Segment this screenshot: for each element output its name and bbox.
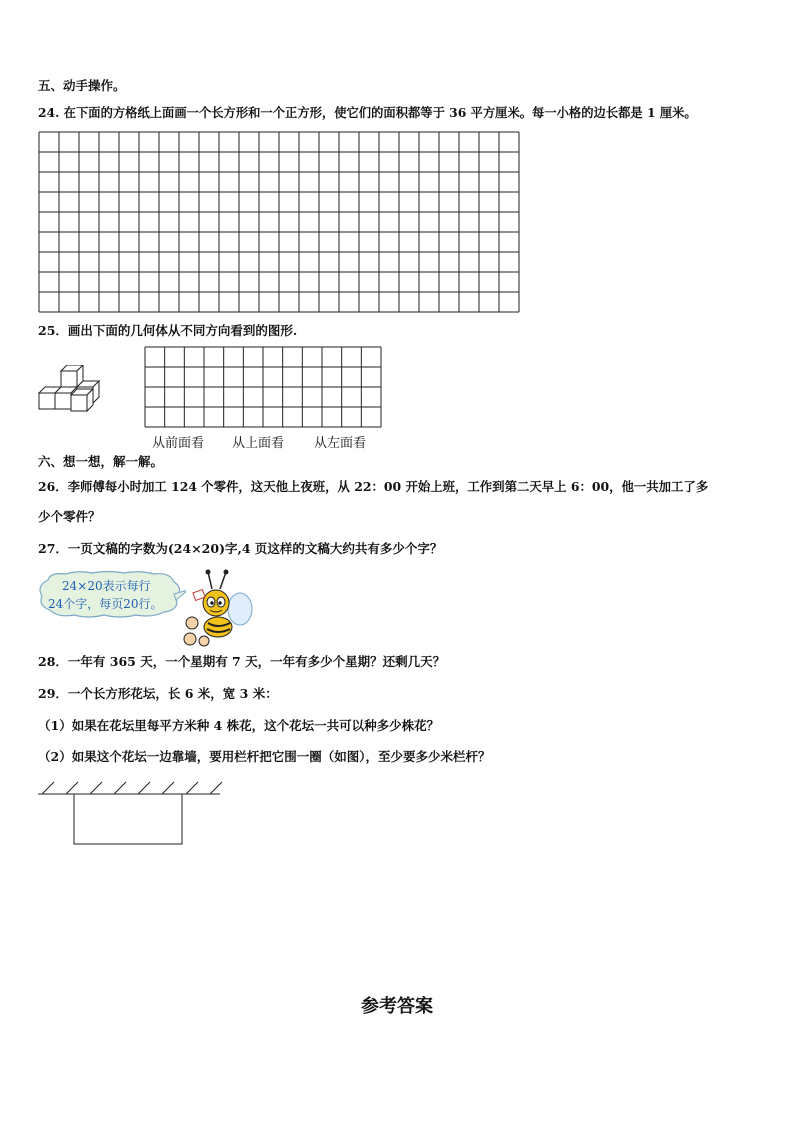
cube-stack-figure [37,365,109,413]
section6-heading: 六、想一想，解一解。 [38,454,164,469]
q29-text: 29．一个长方形花坛，长 6 米，宽 3 米： [38,686,278,701]
flowerbed-wall-figure [36,780,222,848]
bubble-line2: 24个字，每页20行。 [48,597,163,611]
q24-text: 24. 在下面的方格纸上面画一个长方形和一个正方形，使它们的面积都等于 36 平方厘米。每一小格的边长都是 1 厘米。 [38,105,697,120]
q29-sub1: （1）如果在花坛里每平方米种 4 株花，这个花坛一共可以种多少株花？ [38,718,440,733]
q28-text: 28．一年有 365 天，一个星期有 7 天，一年有多少个星期？还剩几天？ [38,654,446,669]
q24-grid-paper [38,131,520,313]
section5-heading: 五、动手操作。 [38,78,126,93]
view-label-front: 从前面看 [152,436,205,451]
view-label-left: 从左面看 [314,436,367,451]
q29-sub2: （2）如果这个花坛一边靠墙，要用栏杆把它围一圈（如图），至少要多少米栏杆？ [38,749,491,764]
q27-text: 27．一页文稿的字数为(24×20)字,4 页这样的文稿大约共有多少个字？ [38,541,443,556]
answers-title: 参考答案 [361,996,433,1017]
view-label-top: 从上面看 [232,436,285,451]
bubble-line1: 24×20表示每行 [62,579,151,593]
q25-text: 25．画出下面的几何体从不同方向看到的图形. [38,323,298,338]
q26-line1: 26．李师傅每小时加工 124 个零件，这天他上夜班，从 22：00 开始上班，工作到第二天早上 6：00，他一共加工了多 [38,479,709,494]
bee-mascot-icon [180,569,256,647]
q26-line2: 少个零件？ [38,509,101,524]
q25-view-grid [144,346,382,428]
